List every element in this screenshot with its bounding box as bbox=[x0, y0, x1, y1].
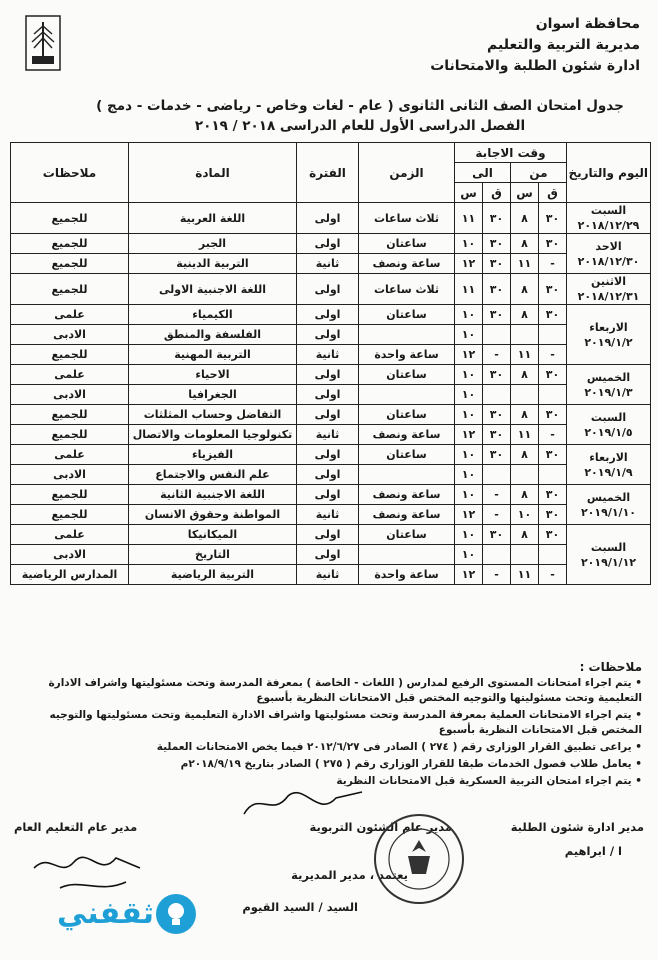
from-minutes-cell: - bbox=[539, 254, 567, 274]
notes-cell: للجميع bbox=[11, 345, 129, 365]
duration-cell bbox=[359, 545, 455, 565]
period-cell: اولى bbox=[297, 445, 359, 465]
table-row bbox=[11, 485, 651, 505]
subject-cell: اللغة الاجنبية الثانية bbox=[129, 485, 297, 505]
subject-cell: الجغرافيا bbox=[129, 385, 297, 405]
subject-cell: الاحياء bbox=[129, 365, 297, 385]
from-hours-cell: ١١ bbox=[511, 565, 539, 585]
header-to-hours: س bbox=[455, 183, 483, 203]
to-minutes-cell: ٣٠ bbox=[483, 525, 511, 545]
duration-cell: ساعة واحدة bbox=[359, 565, 455, 585]
general-education-signature-title: مدير عام التعليم العام bbox=[14, 820, 138, 834]
from-minutes-cell: ٣٠ bbox=[539, 203, 567, 234]
to-hours-cell: ١٠ bbox=[455, 485, 483, 505]
period-cell: اولى bbox=[297, 405, 359, 425]
duration-cell: ساعة ونصف bbox=[359, 505, 455, 525]
duration-cell: ساعة واحدة bbox=[359, 345, 455, 365]
exam-date: ٢٠١٨/١٢/٣١ bbox=[577, 290, 640, 303]
duration-cell: ساعتان bbox=[359, 445, 455, 465]
exam-date: ٢٠١٩/١/٢ bbox=[584, 335, 633, 349]
header-duration: الزمن bbox=[359, 143, 455, 203]
to-hours-cell: ١٢ bbox=[455, 425, 483, 445]
exam-table-body bbox=[11, 203, 651, 585]
notes-cell: للجميع bbox=[11, 505, 129, 525]
subject-cell: التاريخ bbox=[129, 545, 297, 565]
day-date-cell bbox=[567, 234, 651, 274]
table-row bbox=[11, 545, 651, 565]
to-hours-cell: ١١ bbox=[455, 203, 483, 234]
day-name: الاثنين bbox=[591, 275, 626, 288]
period-cell: اولى bbox=[297, 325, 359, 345]
from-minutes-cell: ٣٠ bbox=[539, 365, 567, 385]
subject-cell: الفيزياء bbox=[129, 445, 297, 465]
from-hours-cell: ٨ bbox=[511, 445, 539, 465]
duration-cell: ساعتان bbox=[359, 405, 455, 425]
duration-cell bbox=[359, 325, 455, 345]
from-minutes-cell: ٣٠ bbox=[539, 305, 567, 325]
to-minutes-cell: - bbox=[483, 505, 511, 525]
exam-date: ٢٠١٩/١/١٠ bbox=[580, 505, 637, 519]
to-minutes-cell: - bbox=[483, 485, 511, 505]
period-cell: اولى bbox=[297, 305, 359, 325]
subject-cell: اللغة الاجنبية الاولى bbox=[129, 274, 297, 305]
exam-date: ٢٠١٨/١٢/٢٩ bbox=[577, 219, 640, 232]
duration-cell bbox=[359, 465, 455, 485]
table-row bbox=[11, 203, 651, 234]
from-hours-cell bbox=[511, 465, 539, 485]
from-hours-cell: ٨ bbox=[511, 274, 539, 305]
subject-cell: التربية المهنية bbox=[129, 345, 297, 365]
to-hours-cell: ١٢ bbox=[455, 505, 483, 525]
to-hours-cell: ١٠ bbox=[455, 305, 483, 325]
to-hours-cell: ١٠ bbox=[455, 465, 483, 485]
to-hours-cell: ١٢ bbox=[455, 254, 483, 274]
subject-cell: اللغة العربية bbox=[129, 203, 297, 234]
day-date-cell bbox=[567, 445, 651, 485]
from-hours-cell: ٨ bbox=[511, 365, 539, 385]
to-minutes-cell: ٣٠ bbox=[483, 234, 511, 254]
note-item: • يتم اجراء امتحان التربية العسكرية قبل الامتحانات النظرية bbox=[16, 774, 642, 789]
subject-cell: الميكانيكا bbox=[129, 525, 297, 545]
day-date-cell bbox=[567, 405, 651, 445]
schedule-title bbox=[80, 96, 640, 136]
students-affairs-signature-title: مدير ادارة شئون الطلبة bbox=[510, 820, 644, 834]
director-name: السيد / السيد القيوم bbox=[242, 900, 358, 914]
from-minutes-cell: - bbox=[539, 345, 567, 365]
table-row bbox=[11, 234, 651, 254]
period-cell: اولى bbox=[297, 485, 359, 505]
watermark bbox=[8, 886, 198, 946]
period-cell: ثانية bbox=[297, 254, 359, 274]
day-name: الاربعاء bbox=[589, 450, 628, 464]
from-hours-cell bbox=[511, 545, 539, 565]
period-cell: اولى bbox=[297, 525, 359, 545]
from-hours-cell: ١١ bbox=[511, 425, 539, 445]
students-affairs-signature-name: ا / ابراهيم bbox=[564, 844, 622, 858]
header-to: الى bbox=[455, 163, 511, 183]
subject-cell: تكنولوجيا المعلومات والاتصال bbox=[129, 425, 297, 445]
governorate-name: محافظة اسوان bbox=[535, 16, 640, 32]
day-name: السبت bbox=[590, 540, 627, 554]
table-row bbox=[11, 365, 651, 385]
lightbulb-icon bbox=[154, 892, 198, 936]
note-item: • يتم اجراء الامتحانات العملية بمعرفة المدرسة وتحت مسئوليتها واشراف الادارة التعليمية وتحت مسئوليتها والتوجيه المختص قبل الامتحانات النظرية بأسبوع bbox=[16, 708, 642, 738]
to-minutes-cell: ٣٠ bbox=[483, 445, 511, 465]
note-item: • يراعى تطبيق القرار الوزارى رقم ( ٢٧٤ ) الصادر فى ٢٠١٢/٦/٢٧ فيما يخص الامتحانات العملية bbox=[16, 740, 642, 755]
from-hours-cell: ٨ bbox=[511, 203, 539, 234]
from-minutes-cell: - bbox=[539, 565, 567, 585]
table-row bbox=[11, 325, 651, 345]
table-row bbox=[11, 465, 651, 485]
notes-cell: علمى bbox=[11, 365, 129, 385]
subject-cell: التربية الرياضية bbox=[129, 565, 297, 585]
from-minutes-cell bbox=[539, 545, 567, 565]
period-cell: اولى bbox=[297, 545, 359, 565]
to-hours-cell: ١٠ bbox=[455, 365, 483, 385]
period-cell: ثانية bbox=[297, 505, 359, 525]
issuer-header bbox=[430, 14, 640, 77]
from-minutes-cell: ٣٠ bbox=[539, 274, 567, 305]
day-name: الخميس bbox=[586, 490, 631, 504]
period-cell: اولى bbox=[297, 385, 359, 405]
duration-cell: ساعة ونصف bbox=[359, 485, 455, 505]
note-item: • يتم اجراء امتحانات المستوى الرفيع لمدارس ( اللغات - الخاصة ) بمعرفة المدرسة وتحت مسئوليتها واشراف الادارة التعليمية وتحت مسئوليتها والتوجيه المختص قبل الامتحانات النظرية بأسبوع bbox=[16, 676, 642, 706]
table-row bbox=[11, 505, 651, 525]
to-minutes-cell: ٣٠ bbox=[483, 425, 511, 445]
title-line-2: الفصل الدراسى الأول للعام الدراسى ٢٠١٨ / ٢٠١٩ bbox=[194, 118, 526, 134]
official-stamp-icon bbox=[372, 812, 466, 906]
from-minutes-cell: ٣٠ bbox=[539, 445, 567, 465]
from-hours-cell bbox=[511, 325, 539, 345]
day-date-cell bbox=[567, 203, 651, 234]
subject-cell: الجبر bbox=[129, 234, 297, 254]
duration-cell: ثلاث ساعات bbox=[359, 203, 455, 234]
to-hours-cell: ١٠ bbox=[455, 385, 483, 405]
from-hours-cell: ١٠ bbox=[511, 505, 539, 525]
from-minutes-cell: ٣٠ bbox=[539, 234, 567, 254]
subject-cell: المواطنة وحقوق الانسان bbox=[129, 505, 297, 525]
table-row bbox=[11, 385, 651, 405]
general-director-signature-title: مدير عام الشئون التربوية bbox=[309, 820, 452, 834]
notes-cell: علمى bbox=[11, 445, 129, 465]
to-minutes-cell: ٣٠ bbox=[483, 274, 511, 305]
table-row bbox=[11, 345, 651, 365]
department-name: ادارة شئون الطلبة والامتحانات bbox=[430, 58, 640, 74]
from-hours-cell: ٨ bbox=[511, 234, 539, 254]
table-row bbox=[11, 425, 651, 445]
day-date-cell bbox=[567, 525, 651, 585]
header-from: من bbox=[511, 163, 567, 183]
from-minutes-cell: ٣٠ bbox=[539, 405, 567, 425]
notes-section bbox=[16, 660, 642, 791]
watermark-text: ثقفني bbox=[56, 896, 154, 931]
exam-date: ٢٠١٨/١٢/٣٠ bbox=[577, 254, 640, 268]
note-item: • يعامل طلاب فصول الخدمات طبقا للقرار الوزارى رقم ( ٢٧٥ ) الصادر بتاريخ ٢٠١٨/٩/١٩م bbox=[16, 757, 642, 772]
notes-cell: علمى bbox=[11, 525, 129, 545]
duration-cell: ثلاث ساعات bbox=[359, 274, 455, 305]
duration-cell: ساعتان bbox=[359, 234, 455, 254]
table-row bbox=[11, 254, 651, 274]
subject-cell: الفلسفة والمنطق bbox=[129, 325, 297, 345]
handwritten-signature-icon bbox=[238, 784, 368, 824]
day-date-cell bbox=[567, 305, 651, 365]
from-minutes-cell bbox=[539, 325, 567, 345]
period-cell: ثانية bbox=[297, 425, 359, 445]
notes-cell: للجميع bbox=[11, 203, 129, 234]
to-hours-cell: ١٠ bbox=[455, 545, 483, 565]
day-date-cell bbox=[567, 485, 651, 525]
from-minutes-cell bbox=[539, 465, 567, 485]
header-from-minutes: ق bbox=[539, 183, 567, 203]
to-hours-cell: ١٠ bbox=[455, 445, 483, 465]
exam-date: ٢٠١٩/١/٣ bbox=[584, 385, 633, 399]
subject-cell: التفاضل وحساب المثلثات bbox=[129, 405, 297, 425]
notes-cell: للجميع bbox=[11, 254, 129, 274]
to-hours-cell: ١٢ bbox=[455, 345, 483, 365]
header-notes: ملاحظات bbox=[11, 143, 129, 203]
subject-cell: علم النفس والاجتماع bbox=[129, 465, 297, 485]
notes-cell: الادبى bbox=[11, 385, 129, 405]
header-from-hours: س bbox=[511, 183, 539, 203]
to-minutes-cell bbox=[483, 325, 511, 345]
to-hours-cell: ١٢ bbox=[455, 565, 483, 585]
to-minutes-cell bbox=[483, 545, 511, 565]
from-minutes-cell: - bbox=[539, 425, 567, 445]
period-cell: اولى bbox=[297, 234, 359, 254]
duration-cell: ساعتان bbox=[359, 305, 455, 325]
notes-cell: الادبى bbox=[11, 325, 129, 345]
notes-cell: للجميع bbox=[11, 405, 129, 425]
to-minutes-cell: ٣٠ bbox=[483, 405, 511, 425]
day-date-cell bbox=[567, 274, 651, 305]
period-cell: اولى bbox=[297, 465, 359, 485]
to-minutes-cell: ٣٠ bbox=[483, 305, 511, 325]
subject-cell: الكيمياء bbox=[129, 305, 297, 325]
to-minutes-cell: ٣٠ bbox=[483, 365, 511, 385]
to-hours-cell: ١٠ bbox=[455, 234, 483, 254]
to-minutes-cell: ٣٠ bbox=[483, 254, 511, 274]
period-cell: اولى bbox=[297, 365, 359, 385]
table-row bbox=[11, 405, 651, 425]
from-hours-cell: ١١ bbox=[511, 254, 539, 274]
table-row bbox=[11, 305, 651, 325]
from-minutes-cell bbox=[539, 385, 567, 405]
duration-cell: ساعتان bbox=[359, 525, 455, 545]
period-cell: ثانية bbox=[297, 565, 359, 585]
day-name: الخميس bbox=[586, 370, 631, 384]
exam-schedule-table bbox=[10, 142, 651, 585]
notes-cell: للجميع bbox=[11, 425, 129, 445]
notes-cell: الادبى bbox=[11, 545, 129, 565]
header-period: الفترة bbox=[297, 143, 359, 203]
exam-date: ٢٠١٩/١/٩ bbox=[584, 465, 633, 479]
from-hours-cell: ٨ bbox=[511, 405, 539, 425]
day-name: السبت bbox=[590, 410, 627, 424]
day-name: الاربعاء bbox=[589, 320, 628, 334]
table-row bbox=[11, 445, 651, 465]
duration-cell: ساعة ونصف bbox=[359, 425, 455, 445]
header-to-minutes: ق bbox=[483, 183, 511, 203]
day-date-cell bbox=[567, 365, 651, 405]
to-hours-cell: ١٠ bbox=[455, 525, 483, 545]
from-minutes-cell: ٣٠ bbox=[539, 485, 567, 505]
to-minutes-cell: ٣٠ bbox=[483, 203, 511, 234]
notes-cell: للجميع bbox=[11, 485, 129, 505]
exam-date: ٢٠١٩/١/٥ bbox=[584, 425, 633, 439]
duration-cell bbox=[359, 385, 455, 405]
notes-cell: للجميع bbox=[11, 274, 129, 305]
day-name: الاحد bbox=[595, 239, 622, 253]
notes-cell: الادبى bbox=[11, 465, 129, 485]
duration-cell: ساعة ونصف bbox=[359, 254, 455, 274]
exam-date: ٢٠١٩/١/١٢ bbox=[580, 555, 637, 569]
to-hours-cell: ١١ bbox=[455, 274, 483, 305]
to-minutes-cell: - bbox=[483, 345, 511, 365]
approval-label: يعتمد ، مدير المديرية bbox=[291, 868, 408, 882]
from-hours-cell: ١١ bbox=[511, 345, 539, 365]
notes-cell: للجميع bbox=[11, 234, 129, 254]
ministry-emblem-icon bbox=[22, 12, 64, 74]
notes-cell: علمى bbox=[11, 305, 129, 325]
table-row bbox=[11, 274, 651, 305]
period-cell: اولى bbox=[297, 274, 359, 305]
directorate-name: مديرية التربية والتعليم bbox=[487, 37, 640, 53]
table-row bbox=[11, 565, 651, 585]
notes-heading: ملاحظات : bbox=[579, 660, 642, 674]
from-hours-cell: ٨ bbox=[511, 485, 539, 505]
header-subject: المادة bbox=[129, 143, 297, 203]
from-hours-cell: ٨ bbox=[511, 525, 539, 545]
to-minutes-cell bbox=[483, 465, 511, 485]
from-minutes-cell: ٣٠ bbox=[539, 505, 567, 525]
title-line-1: جدول امتحان الصف الثانى الثانوى ( عام - لغات وخاص - رياضى - خدمات - دمج ) bbox=[96, 98, 624, 114]
table-row bbox=[11, 525, 651, 545]
header-answer-time: وقت الاجابة bbox=[455, 143, 567, 163]
to-hours-cell: ١٠ bbox=[455, 325, 483, 345]
from-hours-cell bbox=[511, 385, 539, 405]
period-cell: ثانية bbox=[297, 345, 359, 365]
header-day-date: اليوم والتاريخ bbox=[567, 143, 651, 203]
to-minutes-cell bbox=[483, 385, 511, 405]
from-minutes-cell: ٣٠ bbox=[539, 525, 567, 545]
duration-cell: ساعتان bbox=[359, 365, 455, 385]
to-hours-cell: ١٠ bbox=[455, 405, 483, 425]
day-name: السبت bbox=[590, 204, 627, 217]
subject-cell: التربية الدينية bbox=[129, 254, 297, 274]
to-minutes-cell: - bbox=[483, 565, 511, 585]
notes-cell: المدارس الرياضية bbox=[11, 565, 129, 585]
period-cell: اولى bbox=[297, 203, 359, 234]
from-hours-cell: ٨ bbox=[511, 305, 539, 325]
